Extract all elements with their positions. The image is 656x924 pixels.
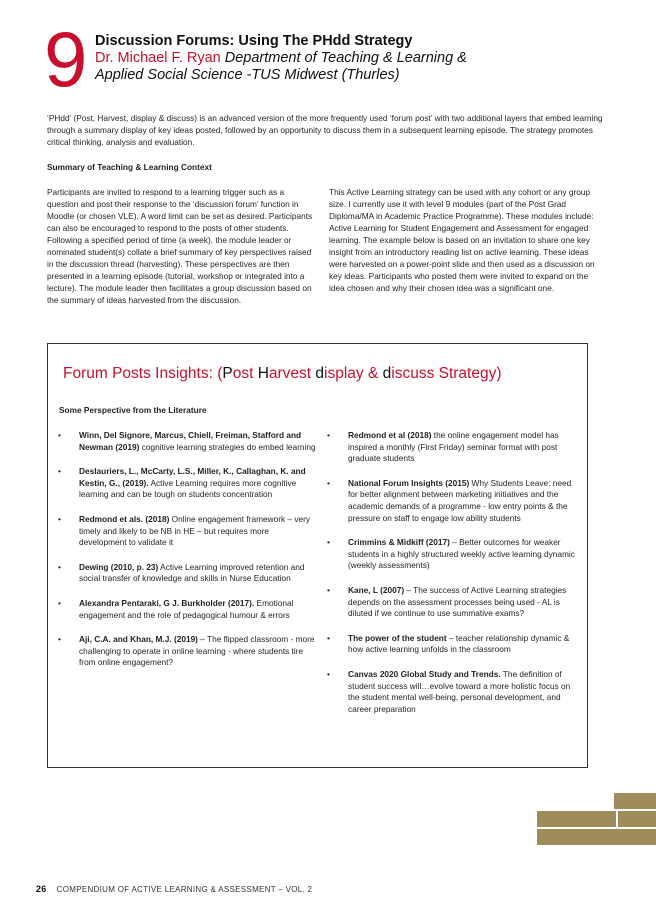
list-item — [327, 478, 577, 524]
list-item — [327, 585, 577, 620]
intro-paragraph: ‘PHdd’ (Post, Harvest, display & discuss) is an advanced version of the more frequently used ‘forum post’ with two additional layers that embed learning through a summary display of key ideas posted, followed by an opportunity to discuss them in a subsequent learning episode. The strategy promotes critical thinking, analysis and evaluation. — [47, 113, 603, 147]
citation: The power of the student — [348, 632, 447, 643]
list-item — [58, 430, 316, 453]
citation-text: Emotional engagement and the role of pedagogical humour & errors — [79, 597, 294, 620]
author-line — [95, 50, 615, 67]
insights-subtitle: Some Perspective from the Literature — [59, 405, 207, 415]
list-item — [327, 669, 577, 715]
citation-text: Active Learning improved retention and social transfer of knowledge and skills in Nurse Education — [79, 561, 305, 584]
decorative-stripe — [537, 811, 616, 827]
author-affiliation-2: Applied Social Science -TUS Midwest (Thurles) — [95, 67, 400, 83]
citation-text: cognitive learning strategies do embed learning — [139, 441, 316, 452]
citation: National Forum Insights (2015) — [348, 477, 470, 488]
author-name: Dr. Michael F. Ryan — [95, 50, 221, 66]
citation-text: Active Learning requires more cognitive learning and can be tough on students concentration — [79, 477, 297, 500]
citation: Alexandra Pentaraki, G J. Burkholder (2017). — [79, 597, 255, 608]
title-letter-h: H — [257, 365, 269, 382]
citation: Canvas 2020 Global Study and Trends. — [348, 668, 501, 679]
bullet: • — [327, 584, 330, 595]
citation-text: the online engagement model has inspired a monthly (First Friday) seminar format with post graduate students — [348, 430, 559, 464]
title-letter-d1: d — [315, 365, 325, 382]
citation: Redmond et al (2018) — [348, 430, 432, 440]
bullet: • — [327, 430, 330, 440]
page-number: 26 — [36, 884, 47, 894]
context-heading: Summary of Teaching & Learning Context — [47, 162, 212, 172]
title-ost: ost — [232, 365, 258, 382]
context-right-column: This Active Learning strategy can be used with any cohort or any group size. I currently use it with level 9 modules (part of the Post Grad Diploma/MA in Academic Practice Programme). These modules include: Active Learning for Student Engagement and Assessment for engaged learning. The example below is based on an invitation to share one key insight from an introductory reading list on active learning. These ideas were harvested on a power-point slide and then used as a discussion on key ideas. Participants who posted them were invited to expand on the idea chosen and why their chosen idea was a significant one. — [329, 187, 595, 293]
citation-text: – teacher relationship dynamic & how active learning unfolds in the classroom — [348, 632, 570, 655]
citation-text: – The flipped classroom - more challenging to operate in online learning - where students tire from online engagement? — [79, 634, 315, 668]
citation: Dewing (2010, p. 23) — [79, 561, 159, 572]
title-letter-d2: d — [382, 365, 392, 382]
citation: Crimmins & Midkiff (2017) — [348, 537, 450, 548]
insights-left-list — [58, 430, 316, 682]
decorative-stripe — [614, 793, 656, 809]
insights-title — [63, 365, 502, 383]
citation-text: The definition of student success will…evolve toward a more holistic focus on the student mental well-being, personal development, and career preparation — [348, 668, 571, 714]
bullet: • — [58, 466, 61, 477]
list-item — [327, 430, 577, 465]
citation-text: – Better outcomes for weaker students in a highly structured weekly active learning dynamic (weekly assessments) — [348, 537, 575, 571]
author-affiliation-1: Department of Teaching & Learning & — [220, 50, 467, 66]
decorative-stripe — [537, 829, 656, 845]
footer-text: COMPENDIUM OF ACTIVE LEARNING & ASSESSMENT – VOL. 2 — [56, 885, 313, 894]
citation: Kane, L (2007) — [348, 584, 405, 595]
list-item — [58, 466, 316, 501]
bullet: • — [327, 477, 330, 488]
insights-right-list — [327, 430, 577, 728]
citation: Redmond et als. (2018) — [79, 513, 170, 524]
citation: Deslauriers, L., McCarty, L.S., Miller, K., Callaghan, K. and Kestin, G., (2019). — [79, 466, 306, 488]
bullet: • — [327, 537, 330, 548]
list-item — [58, 634, 316, 669]
title-iscuss: iscuss Strategy) — [391, 365, 502, 382]
list-item — [58, 514, 316, 549]
citation-text: Why Students Leave: need for better alignment between marketing initiatives and the academic demands of a programme - low entry points & the pressure on staff to engage low ability students — [348, 477, 572, 523]
title-letter-p: P — [222, 365, 233, 382]
bullet: • — [327, 668, 330, 679]
bullet: • — [58, 430, 61, 440]
list-item — [58, 562, 316, 585]
bullet: • — [58, 561, 61, 572]
citation: Aji, C.A. and Khan, M.J. (2019) — [79, 634, 198, 645]
bullet: • — [58, 513, 61, 524]
context-left-column: Participants are invited to respond to a learning trigger such as a question and post their response to the ‘discussion forum’ function in Moodle (or chosen VLE). A word limit can be set as desired. Participants can also be encouraged to respond to the posts of other students. Following a specified period of time (a week), the module leader or nominated student(s) collate a brief summary of key perspectives raised in the discussion thread (harvesting). These perspectives are then presented in a learning episode (tutorial, workshop or integrated into a lecture). The module leader then facilitates a group discussion based on the summary of ideas harvested from the discussion. — [47, 187, 313, 305]
page-footer — [36, 884, 312, 894]
bullet: • — [327, 632, 330, 643]
chapter-number: 9 — [44, 15, 88, 103]
title-arvest: arvest — [268, 365, 316, 382]
list-item — [58, 598, 316, 621]
list-item — [327, 537, 577, 572]
citation: Winn, Del Signore, Marcus, Chiell, Freiman, Stafford and Newman (2019) — [79, 430, 302, 452]
bullet: • — [58, 634, 61, 645]
list-item — [327, 633, 577, 656]
citation-text: Online engagement framework – very timely and likely to be NB in HE – but requires more development to validate it — [79, 513, 311, 548]
bullet: • — [58, 597, 61, 608]
page-header — [95, 33, 615, 84]
insights-box — [47, 343, 588, 768]
decorative-stripe — [618, 811, 656, 827]
title-prefix: Forum Posts Insights: ( — [63, 365, 223, 382]
title-isplay: isplay & — [324, 365, 383, 382]
citation-text: – The success of Active Learning strategies depends on the assessment processes being used - AL is diluted if we continue to use summative exams? — [348, 584, 567, 619]
page-title: Discussion Forums: Using The PHdd Strategy — [95, 33, 413, 49]
